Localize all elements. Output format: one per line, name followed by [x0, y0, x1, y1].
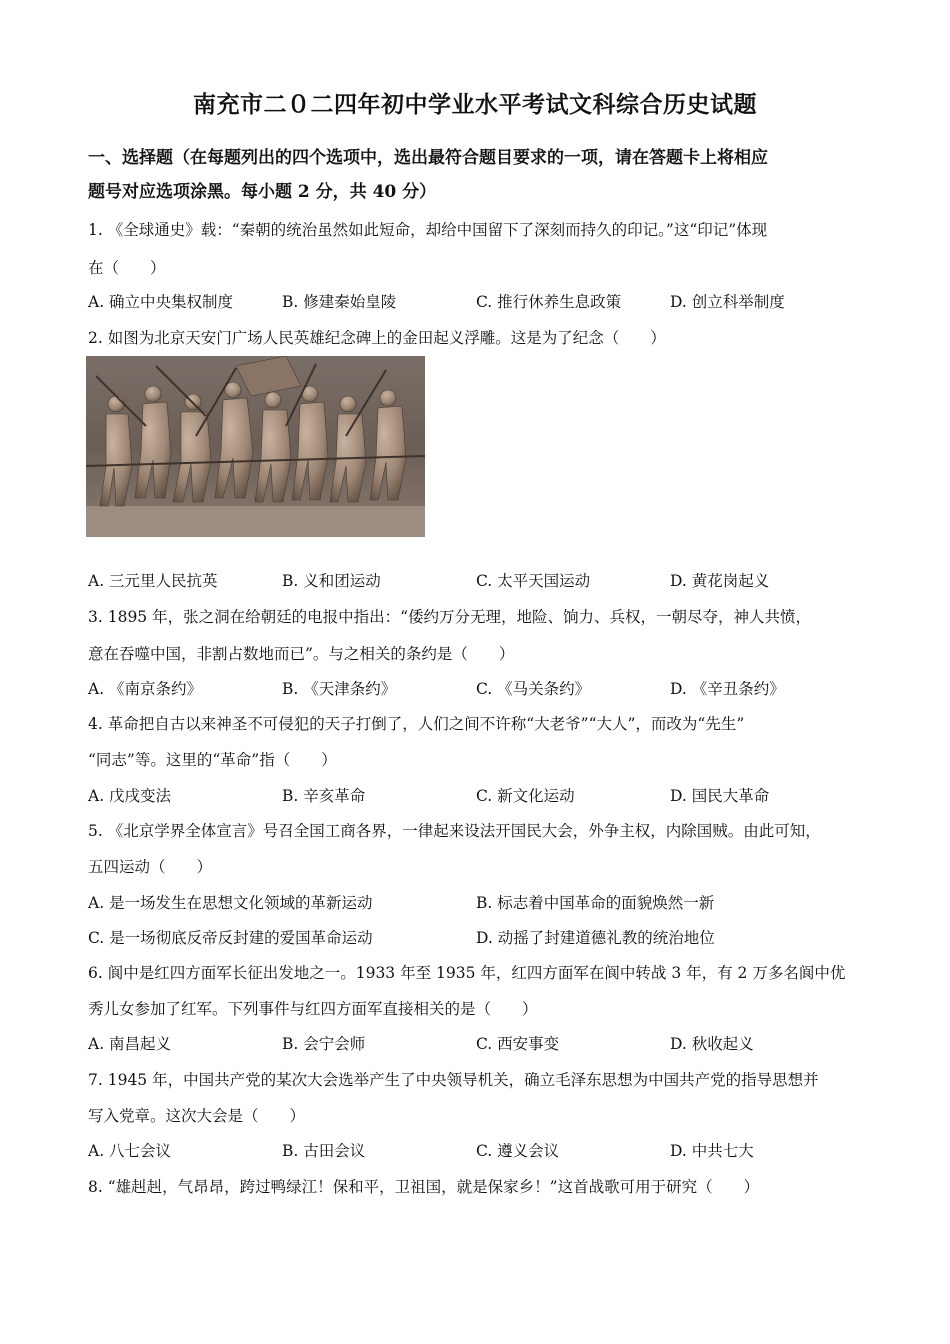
- question-3-option-c: C. 《马关条约》: [476, 680, 591, 698]
- question-2-option-c: C. 太平天国运动: [476, 572, 591, 590]
- question-8-line1: 8. “雄赳赳，气昂昂，跨过鸭绿江！保和平，卫祖国，就是保家乡！”这首战歌可用于研究（ ）: [88, 1178, 760, 1196]
- question-1-option-c: C. 推行休养生息政策: [476, 293, 622, 311]
- question-3-line1: 3. 1895 年，张之洞在给朝廷的电报中指出：“倭约万分无理，地险、饷力、兵权，一朝尽夺，神人共愤，: [88, 608, 812, 626]
- question-4-option-d: D. 国民大革命: [670, 787, 770, 805]
- question-6-option-a: A. 南昌起义: [88, 1035, 172, 1053]
- question-4-line1: 4. 革命把自古以来神圣不可侵犯的天子打倒了，人们之间不许称“大老爷”“大人”，而改为“先生”: [88, 715, 745, 733]
- question-1-line1: 1. 《全球通史》载：“秦朝的统治虽然如此短命，却给中国留下了深刻而持久的印记。”这“印记”体现: [88, 221, 768, 239]
- question-5-option-b: B. 标志着中国革命的面貌焕然一新: [476, 894, 715, 912]
- question-7-option-b: B. 古田会议: [282, 1142, 366, 1160]
- question-7-line1: 7. 1945 年，中国共产党的某次大会选举产生了中央领导机关，确立毛泽东思想为中国共产党的指导思想并: [88, 1071, 819, 1089]
- question-1-line2: 在（ ）: [88, 259, 166, 277]
- question-4-option-c: C. 新文化运动: [476, 787, 575, 805]
- question-6-option-d: D. 秋收起义: [670, 1035, 754, 1053]
- question-5-option-a: A. 是一场发生在思想文化领域的革新运动: [88, 894, 373, 912]
- question-2-option-b: B. 义和团运动: [282, 572, 381, 590]
- question-2-line1: 2. 如图为北京天安门广场人民英雄纪念碑上的金田起义浮雕。这是为了纪念（ ）: [88, 329, 666, 347]
- question-5-line1: 5. 《北京学界全体宣言》号召全国工商各界，一律起来设法开国民大会，外争主权，内除国贼。由此可知，: [88, 822, 821, 840]
- section-heading-line1: 一、选择题（在每题列出的四个选项中，选出最符合题目要求的一项，请在答题卡上将相应: [88, 148, 768, 168]
- question-7-option-a: A. 八七会议: [88, 1142, 172, 1160]
- page-title: 南充市二０二四年初中学业水平考试文科综合历史试题: [193, 91, 757, 118]
- question-5-option-c: C. 是一场彻底反帝反封建的爱国革命运动: [88, 929, 373, 947]
- question-7-option-d: D. 中共七大: [670, 1142, 754, 1160]
- question-4-option-a: A. 戊戌变法: [88, 787, 172, 805]
- question-4-line2: “同志”等。这里的“革命”指（ ）: [88, 751, 337, 769]
- question-3-option-a: A. 《南京条约》: [88, 680, 203, 698]
- section-heading-line2: 题号对应选项涂黑。每小题 2 分，共 40 分）: [88, 182, 437, 202]
- question-5-line2: 五四运动（ ）: [88, 858, 213, 876]
- question-7-line2: 写入党章。这次大会是（ ）: [88, 1107, 306, 1125]
- question-1-option-d: D. 创立科举制度: [670, 293, 785, 311]
- question-2-option-d: D. 黄花岗起义: [670, 572, 770, 590]
- question-6-option-b: B. 会宁会师: [282, 1035, 366, 1053]
- question-3-option-b: B. 《天津条约》: [282, 680, 397, 698]
- jintian-uprising-relief-image: [86, 356, 425, 537]
- question-4-option-b: B. 辛亥革命: [282, 787, 366, 805]
- question-6-line1: 6. 阆中是红四方面军长征出发地之一。1933 年至 1935 年，红四方面军在阆中转战 3 年，有 2 万多名阆中优: [88, 964, 846, 982]
- question-7-option-c: C. 遵义会议: [476, 1142, 560, 1160]
- question-3-line2: 意在吞噬中国，非割占数地而已”。与之相关的条约是（ ）: [88, 645, 515, 663]
- question-6-line2: 秀儿女参加了红军。下列事件与红四方面军直接相关的是（ ）: [88, 1000, 538, 1018]
- question-1-option-b: B. 修建秦始皇陵: [282, 293, 397, 311]
- question-1-option-a: A. 确立中央集权制度: [88, 293, 234, 311]
- question-2-option-a: A. 三元里人民抗英: [88, 572, 218, 590]
- question-5-option-d: D. 动摇了封建道德礼教的统治地位: [476, 929, 715, 947]
- question-3-option-d: D. 《辛丑条约》: [670, 680, 785, 698]
- question-6-option-c: C. 西安事变: [476, 1035, 560, 1053]
